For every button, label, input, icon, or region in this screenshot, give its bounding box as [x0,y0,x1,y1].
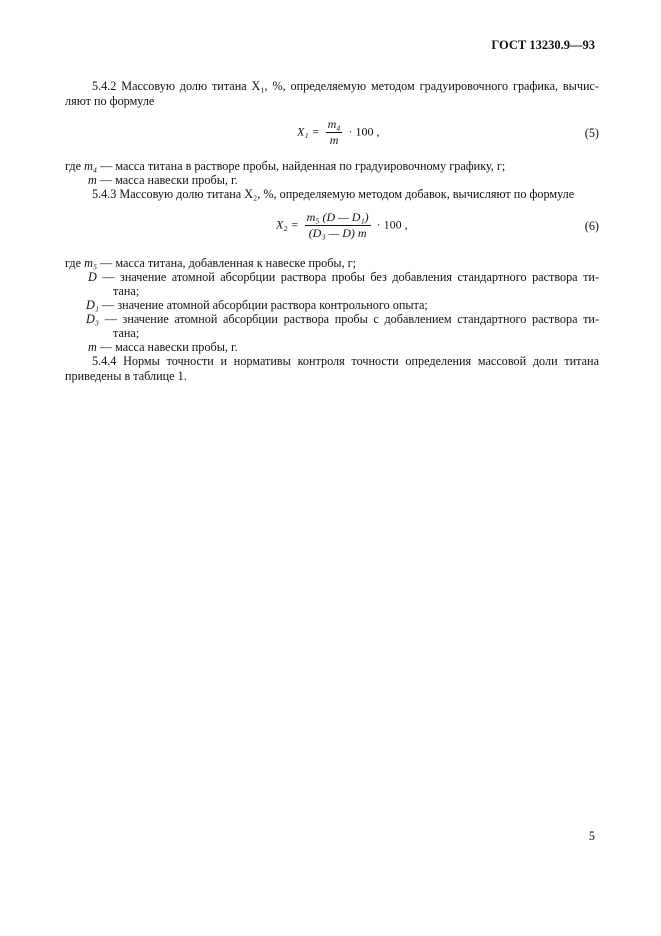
defs6-symbol: m [88,340,97,354]
page-number: 5 [588,829,595,843]
formula-6-tail: · 100 , [376,217,408,232]
defs6-symbol: D₁ [86,298,100,312]
formula-6-lhs: X₂ = [276,217,299,232]
formula-5-number: (5) [584,126,599,140]
formula-5-tail: · 100 , [348,124,380,139]
document-header: ГОСТ 13230.9—93 [491,38,595,52]
formula-6-numerator: m₅ (D — D₁) [306,210,369,224]
defs6-symbol: D₃ [86,312,100,326]
defs6-text: — значение атомной абсорбции раствора пробы без добавления стандартного раствора ти- [102,270,600,284]
defs6-prefix: где [65,256,82,270]
defs6-row-D1 [86,298,428,313]
formula-6-denominator: (D₃ — D) m [308,226,367,240]
defs5-symbol: m₄ [84,159,98,173]
formula-6-number: (6) [584,219,599,233]
defs5-text: — масса титана в растворе пробы, найденная по градуировочному графику, г; [100,159,506,173]
section-5-4-4-line2: приведены в таблице 1. [65,369,187,383]
defs6-row-D-cont: тана; [113,284,140,298]
defs6-text: — значение атомной абсорбции раствора контрольного опыта; [102,298,428,312]
formula-6 [276,211,408,240]
formula-5-denominator: m [329,133,339,147]
section-5-4-2-line1: 5.4.2 Массовую долю титана X₁, %, определяемую методом градуировочного графика, вычис- [92,79,599,93]
defs6-text: — масса титана, добавленная к навеске пробы, г; [100,256,357,270]
defs5-text: — масса навески пробы, г. [99,173,238,187]
defs6-row-m5 [65,256,356,271]
defs6-text: — значение атомной абсорбции раствора пробы с добавлением стандартного раствора ти- [104,312,600,326]
defs6-row-m [88,340,238,355]
formula-5-lhs: X₁ = [297,124,320,139]
defs5-prefix: где [65,159,82,173]
defs5-row-1 [65,159,505,174]
defs6-row-D3 [86,312,599,327]
section-5-4-3-line1: 5.4.3 Массовую долю титана X₂, %, определяемую методом добавок, вычисляют по формуле [92,187,575,201]
formula-5 [297,118,379,147]
defs6-text: — масса навески пробы, г. [99,340,238,354]
formula-5-numerator: m₄ [327,117,341,131]
defs6-symbol: m₅ [84,256,98,270]
defs5-row-2 [88,173,238,188]
section-5-4-2-line2: ляют по формуле [65,94,155,108]
defs6-symbol: D [88,270,97,284]
defs5-symbol: m [88,173,97,187]
section-5-4-4-line1: 5.4.4 Нормы точности и нормативы контроля точности определения массовой доли титана [92,354,599,368]
defs6-row-D [88,270,599,285]
defs6-row-D3-cont: тана; [113,326,140,340]
formula-5-fraction [326,118,343,147]
formula-6-fraction [305,211,371,240]
